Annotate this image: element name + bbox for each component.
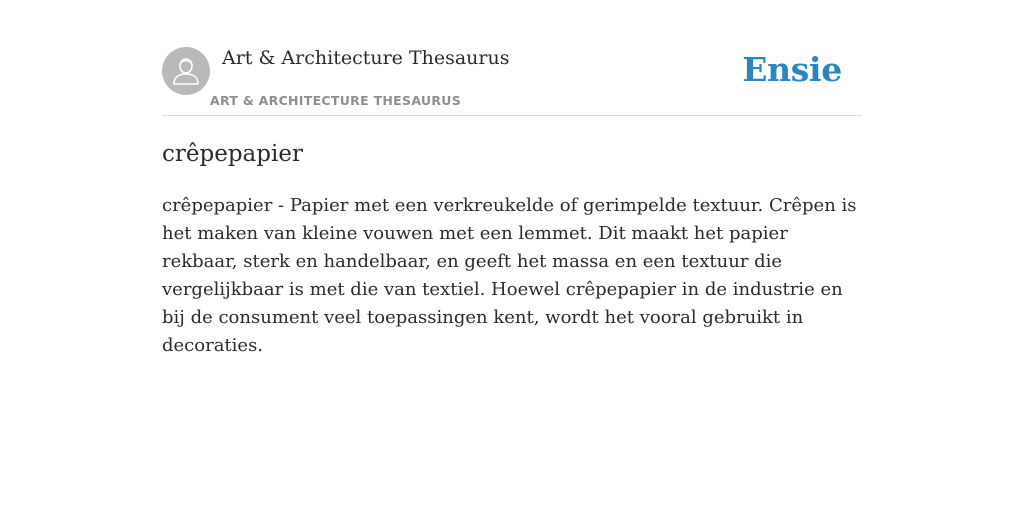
user-silhouette-icon bbox=[172, 56, 200, 86]
term-title: crêpepapier bbox=[162, 141, 303, 167]
entry-header bbox=[162, 44, 862, 116]
source-label-link[interactable]: ART & ARCHITECTURE THESAURUS bbox=[210, 93, 462, 108]
author-name-link[interactable]: Art & Architecture Thesaurus bbox=[222, 47, 510, 69]
ensie-logo[interactable]: Ensie bbox=[742, 50, 842, 89]
term-definition: crêpepapier - Papier met een verkreukelde of gerimpelde textuur. Crêpen is het maken van kleine vouwen met een lemmet. Dit maakt het papier rekbaar, sterk en handelbaar, en geeft het massa en een textuur die vergelijkbaar is met die van textiel. Hoewel crêpepapier in de industrie en bij de consument veel toepassingen kent, wordt het vooral gebruikt in decoraties. bbox=[162, 195, 857, 356]
avatar[interactable] bbox=[162, 47, 210, 95]
